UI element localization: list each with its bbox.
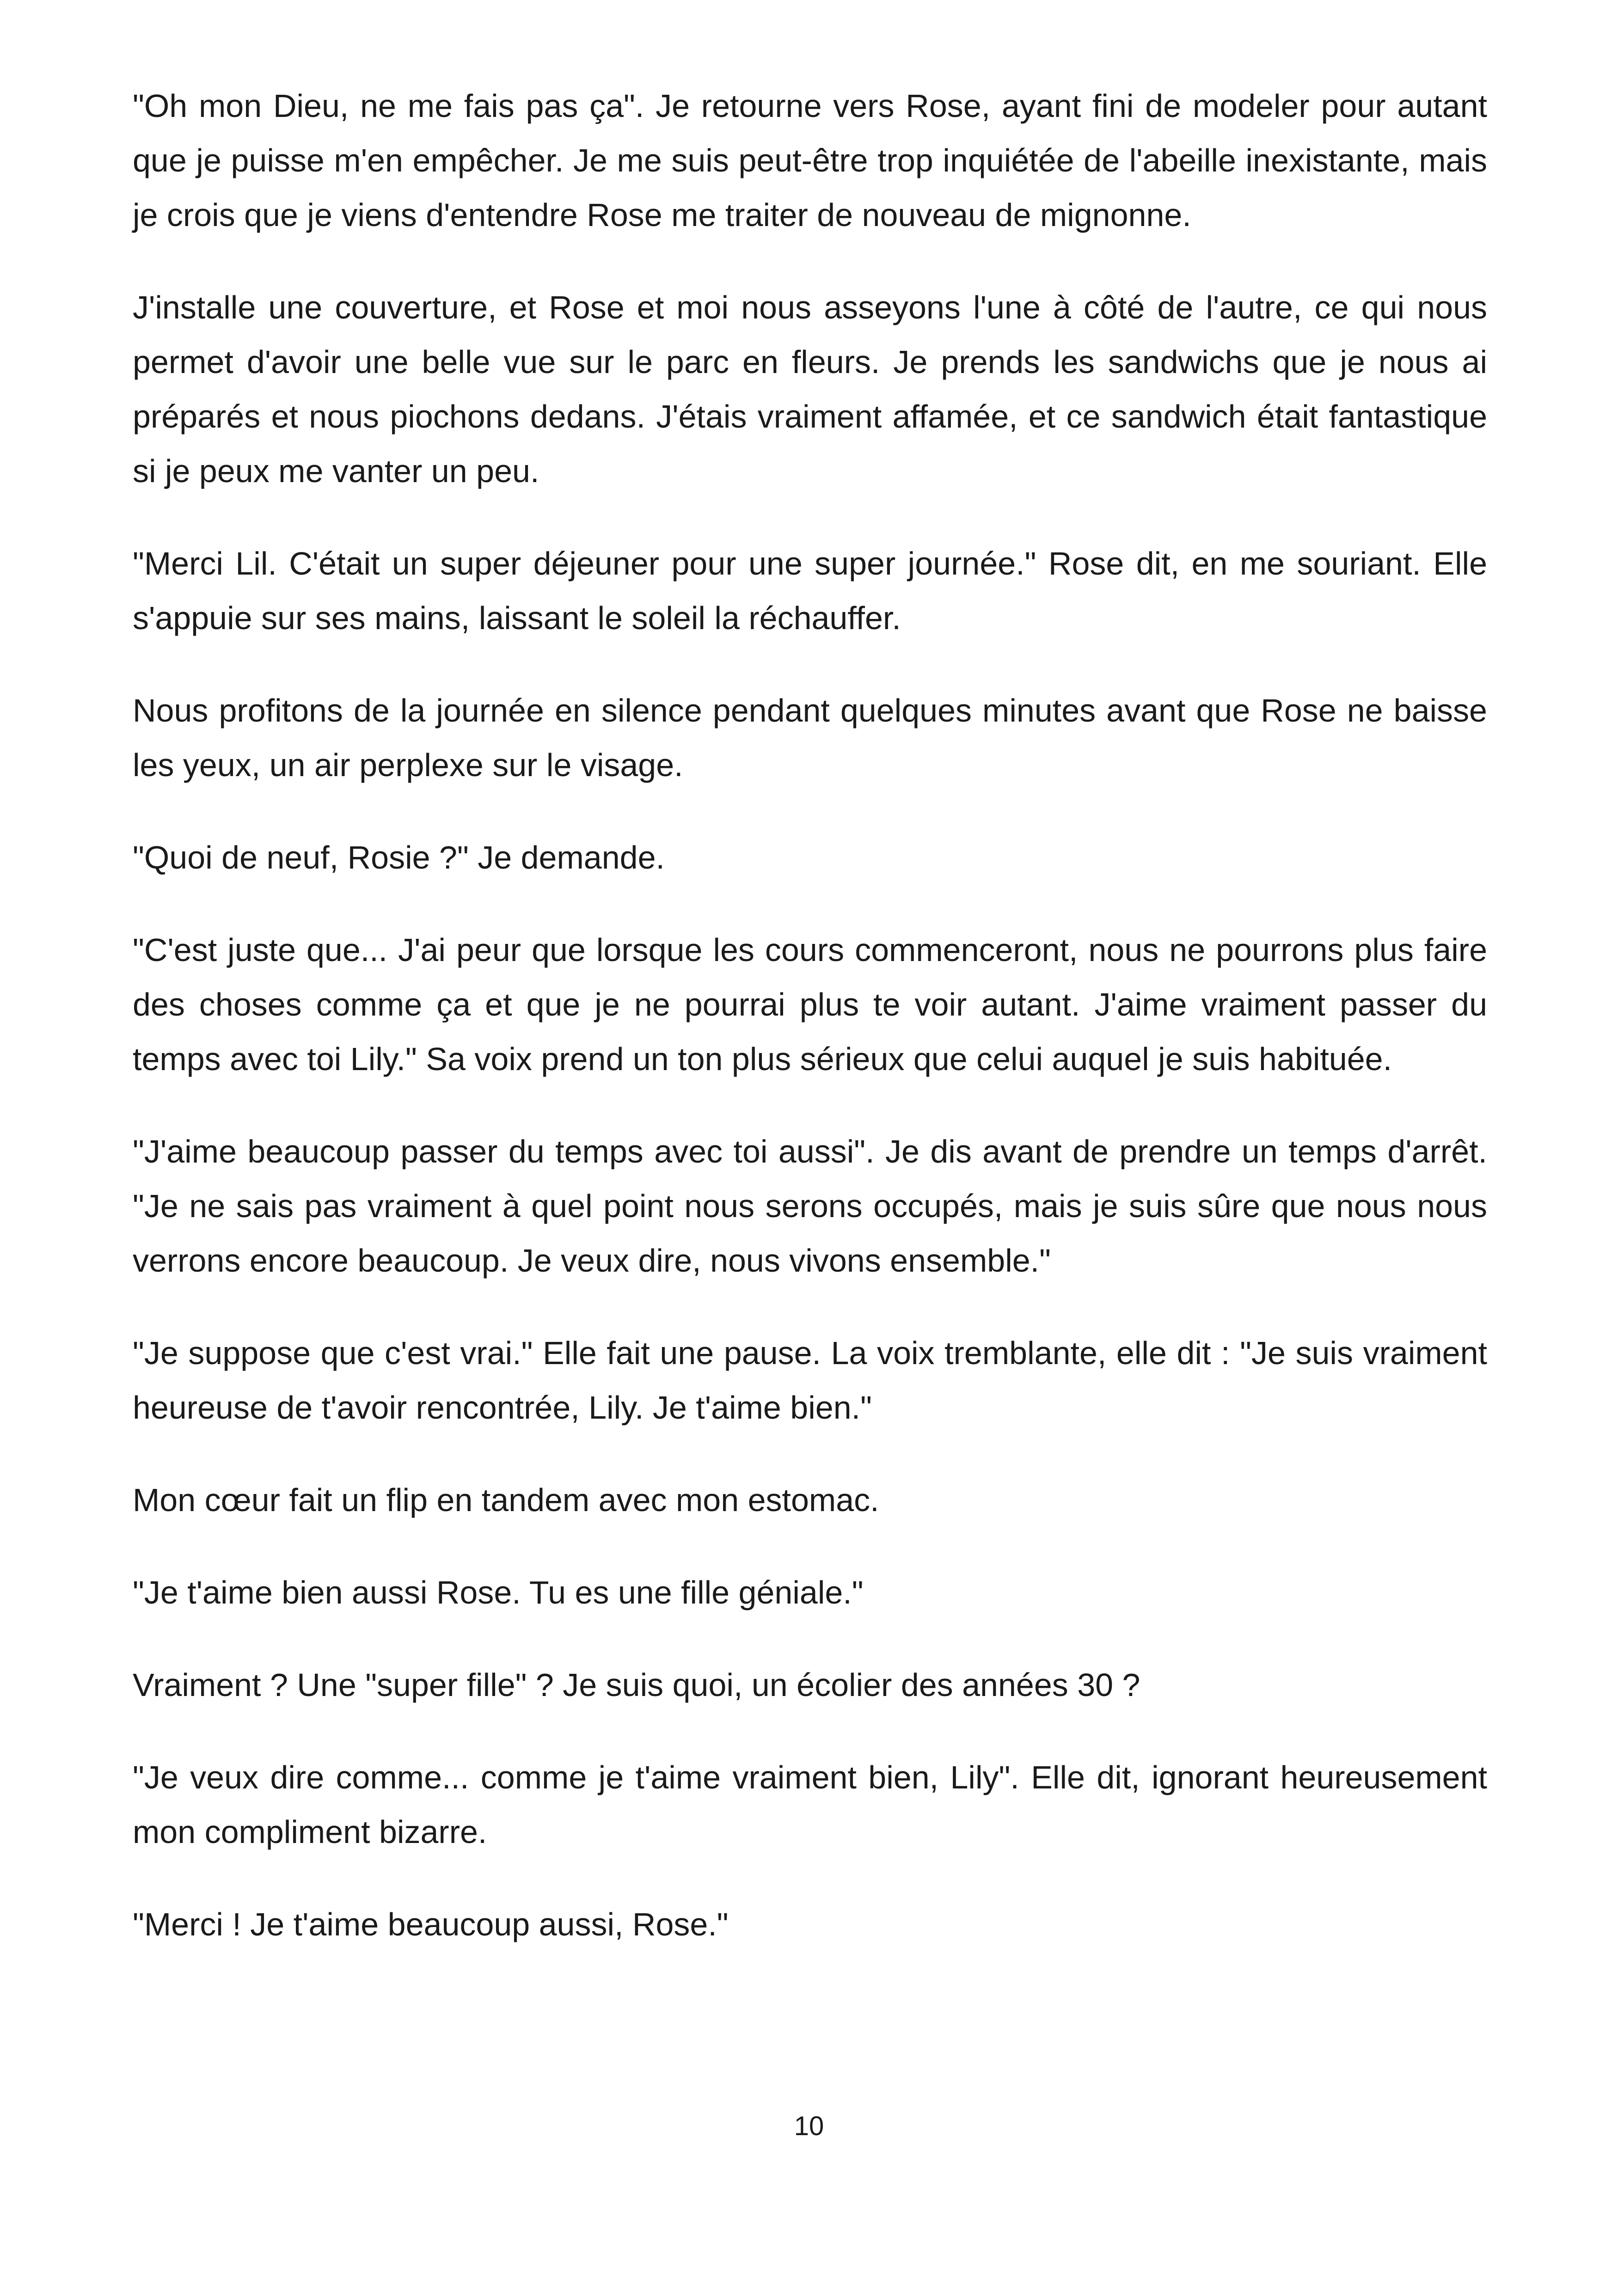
page-number: 10 [794,2111,824,2141]
paragraph: "Merci ! Je t'aime beaucoup aussi, Rose." [133,1906,729,1942]
paragraph: "Je veux dire comme... comme je t'aime vraiment bien, Lily". Elle dit, ignorant heureusement mon compliment bizarre. [133,1759,1487,1850]
paragraph: "Quoi de neuf, Rosie ?" Je demande. [133,839,665,876]
paragraph: Vraiment ? Une "super fille" ? Je suis quoi, un écolier des années 30 ? [133,1667,1140,1703]
body-text [133,79,1487,1990]
paragraph: "Je suppose que c'est vrai." Elle fait une pause. La voix tremblante, elle dit : "Je suis vraiment heureuse de t'avoir rencontrée, Lily. Je t'aime bien." [133,1335,1487,1426]
paragraph: "C'est juste que... J'ai peur que lorsque les cours commenceront, nous ne pourrons plus faire des choses comme ça et que je ne pourrai plus te voir autant. J'aime vraiment passer du temps avec toi Lily." Sa voix prend un ton plus sérieux que celui auquel je suis habituée. [133,932,1487,1077]
paragraph: J'installe une couverture, et Rose et moi nous asseyons l'une à côté de l'autre, ce qui nous permet d'avoir une belle vue sur le parc en fleurs. Je prends les sandwichs que je nous ai préparés et nous piochons dedans. J'étais vraiment affamée, et ce sandwich était fantastique si je peux me vanter un peu. [133,289,1487,489]
paragraph: "Oh mon Dieu, ne me fais pas ça". Je retourne vers Rose, ayant fini de modeler pour autant que je puisse m'en empêcher. Je me suis peut-être trop inquiétée de l'abeille inexistante, mais je crois que je viens d'entendre Rose me traiter de nouveau de mignonne. [133,88,1487,233]
paragraph: Mon cœur fait un flip en tandem avec mon estomac. [133,1482,879,1518]
paragraph: "Merci Lil. C'était un super déjeuner pour une super journée." Rose dit, en me souriant. Elle s'appuie sur ses mains, laissant le soleil la réchauffer. [133,545,1487,636]
paragraph: Nous profitons de la journée en silence pendant quelques minutes avant que Rose ne baisse les yeux, un air perplexe sur le visage. [133,692,1487,783]
paragraph: "Je t'aime bien aussi Rose. Tu es une fille géniale." [133,1574,864,1610]
paragraph: "J'aime beaucoup passer du temps avec toi aussi". Je dis avant de prendre un temps d'arrêt. "Je ne sais pas vraiment à quel point nous serons occupés, mais je suis sûre que nous nous verrons encore beaucoup. Je veux dire, nous vivons ensemble." [133,1133,1487,1279]
